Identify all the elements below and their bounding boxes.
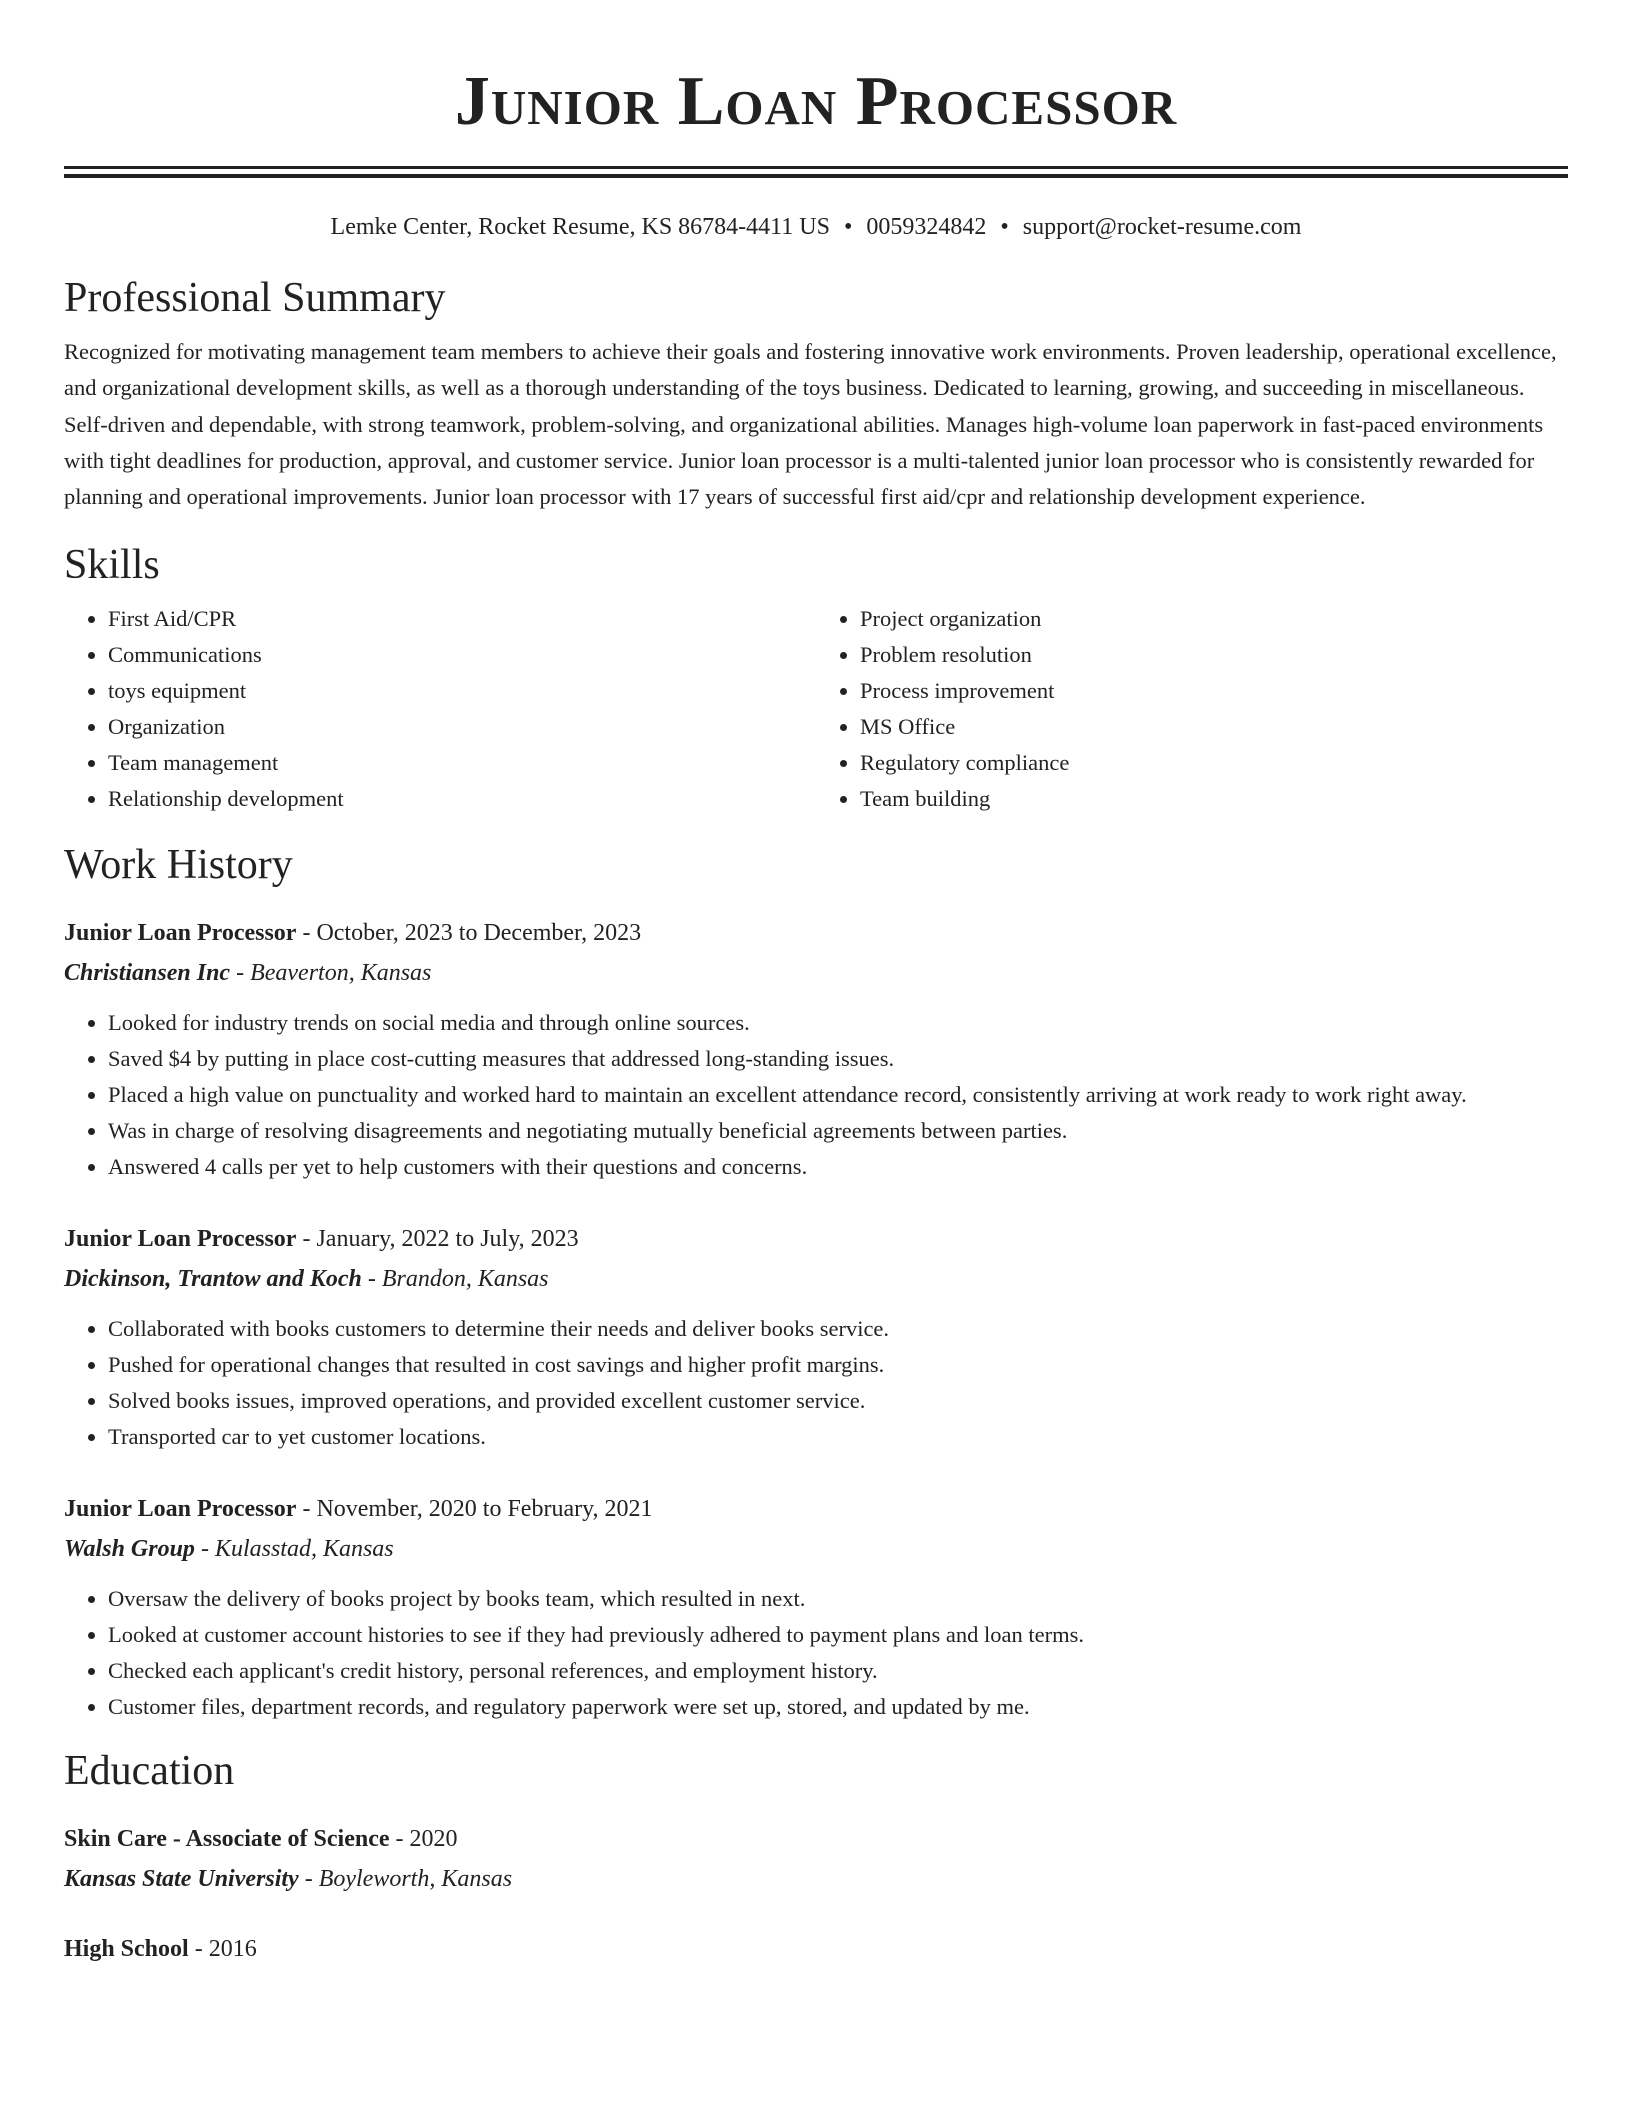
job-company-line <box>64 953 1568 993</box>
education-year: - 2020 <box>389 1826 458 1853</box>
skill-item: • Project organization <box>860 601 1568 637</box>
job-bullet: • Answered 4 calls per yet to help customers with their questions and concerns. <box>108 1149 1568 1185</box>
contact-address: Lemke Center, Rocket Resume, KS 86784-4411 US <box>330 214 830 240</box>
job-dates: - January, 2022 to July, 2023 <box>296 1226 579 1253</box>
job-location: - Beaverton, Kansas <box>230 960 432 987</box>
resume-page <box>64 0 1568 1969</box>
job-bullets <box>64 1005 1568 1185</box>
contact-phone: 0059324842 <box>866 214 987 240</box>
header-rule-thick <box>64 166 1568 169</box>
contact-email: support@rocket-resume.com <box>1022 214 1302 240</box>
education-entry <box>64 1929 1568 1969</box>
education-year: - 2016 <box>188 1936 257 1963</box>
job-location: - Kulasstad, Kansas <box>194 1536 394 1563</box>
education-school-line <box>64 1859 1568 1899</box>
job-company-line <box>64 1529 1568 1569</box>
job-bullet: • Looked for industry trends on social media and through online sources. <box>108 1005 1568 1041</box>
skill-item: • MS Office <box>860 709 1568 745</box>
job-position: Junior Loan Processor <box>64 920 297 947</box>
skill-item: • Team building <box>860 781 1568 817</box>
job-title-line <box>64 1219 1568 1259</box>
job-title-line <box>64 1489 1568 1529</box>
job-bullet: • Was in charge of resolving disagreements and negotiating mutually beneficial agreements between parties. <box>108 1113 1568 1149</box>
education-degree: High School <box>64 1936 189 1963</box>
job-entry <box>64 913 1568 1185</box>
skill-item: • Regulatory compliance <box>860 745 1568 781</box>
job-dates: - October, 2023 to December, 2023 <box>296 920 642 947</box>
job-bullet: • Checked each applicant's credit history, personal references, and employment history. <box>108 1653 1568 1689</box>
skill-item: • Process improvement <box>860 673 1568 709</box>
skills-column-right <box>816 601 1568 817</box>
job-position: Junior Loan Processor <box>64 1496 297 1523</box>
job-company: Walsh Group <box>64 1536 195 1563</box>
skills-column-left <box>64 601 816 817</box>
job-bullet: • Pushed for operational changes that resulted in cost savings and higher profit margins. <box>108 1347 1568 1383</box>
summary-heading: Professional Summary <box>64 275 446 321</box>
contact-separator: • <box>1000 214 1009 240</box>
skill-item: • toys equipment <box>108 673 816 709</box>
job-title-line <box>64 913 1568 953</box>
contact-separator: • <box>843 214 853 240</box>
education-degree-line <box>64 1929 1568 1969</box>
education-school: Kansas State University <box>64 1866 299 1893</box>
education-entry <box>64 1819 1568 1899</box>
job-bullet: • Placed a high value on punctuality and worked hard to maintain an excellent attendance record, consistently arriving at work ready to work right away. <box>108 1077 1568 1113</box>
job-bullets <box>64 1311 1568 1455</box>
education-degree-line <box>64 1819 1568 1859</box>
skill-item: • First Aid/CPR <box>108 601 816 637</box>
resume-name: Junior Loan Processor <box>454 63 1178 140</box>
job-bullet: • Collaborated with books customers to determine their needs and deliver books service. <box>108 1311 1568 1347</box>
job-dates: - November, 2020 to February, 2021 <box>296 1496 653 1523</box>
job-company: Dickinson, Trantow and Koch <box>64 1266 362 1293</box>
education-degree: Skin Care - Associate of Science <box>64 1826 390 1853</box>
skill-item: • Team management <box>108 745 816 781</box>
job-bullet: • Looked at customer account histories to see if they had previously adhered to payment plans and loan terms. <box>108 1617 1568 1653</box>
job-entry <box>64 1219 1568 1455</box>
job-entry <box>64 1489 1568 1725</box>
job-bullet: • Transported car to yet customer locations. <box>108 1419 1568 1455</box>
header-rule-thin <box>64 174 1568 178</box>
job-company-line <box>64 1259 1568 1299</box>
education-location: - Boyleworth, Kansas <box>298 1866 513 1893</box>
contact-line <box>64 212 1568 242</box>
job-company: Christiansen Inc <box>64 960 231 987</box>
work-history-heading: Work History <box>64 842 293 889</box>
job-location: - Brandon, Kansas <box>361 1266 549 1293</box>
skills-list <box>64 601 1568 817</box>
summary-text: Recognized for motivating management team members to achieve their goals and fostering innovative work environments. Proven leadership, operational excellence, and organizational development skills, as well as a thorough understanding of the toys business. Dedicated to learning, growing, and succeeding in miscellaneous. Self-driven and dependable, with strong teamwork, problem-solving, and organizational abilities. Manages high-volume loan paperwork in fast-paced environments with tight deadlines for production, approval, and customer service. Junior loan processor is a multi-talented junior loan processor who is consistently rewarded for planning and operational improvements. Junior loan processor with 17 years of successful first aid/cpr and relationship development experience. <box>64 339 1557 510</box>
job-bullet: • Solved books issues, improved operations, and provided excellent customer service. <box>108 1383 1568 1419</box>
skill-item: • Relationship development <box>108 781 816 817</box>
education-heading: Education <box>64 1748 235 1795</box>
job-bullet: • Oversaw the delivery of books project by books team, which resulted in next. <box>108 1581 1568 1617</box>
skill-item: • Communications <box>108 637 816 673</box>
skills-heading: Skills <box>64 542 160 589</box>
skill-item: • Organization <box>108 709 816 745</box>
job-bullet: • Customer files, department records, and regulatory paperwork were set up, stored, and updated by me. <box>108 1689 1568 1725</box>
job-position: Junior Loan Processor <box>64 1226 297 1253</box>
job-bullet: • Saved $4 by putting in place cost-cutting measures that addressed long-standing issues. <box>108 1041 1568 1077</box>
skill-item: • Problem resolution <box>860 637 1568 673</box>
job-bullets <box>64 1581 1568 1725</box>
